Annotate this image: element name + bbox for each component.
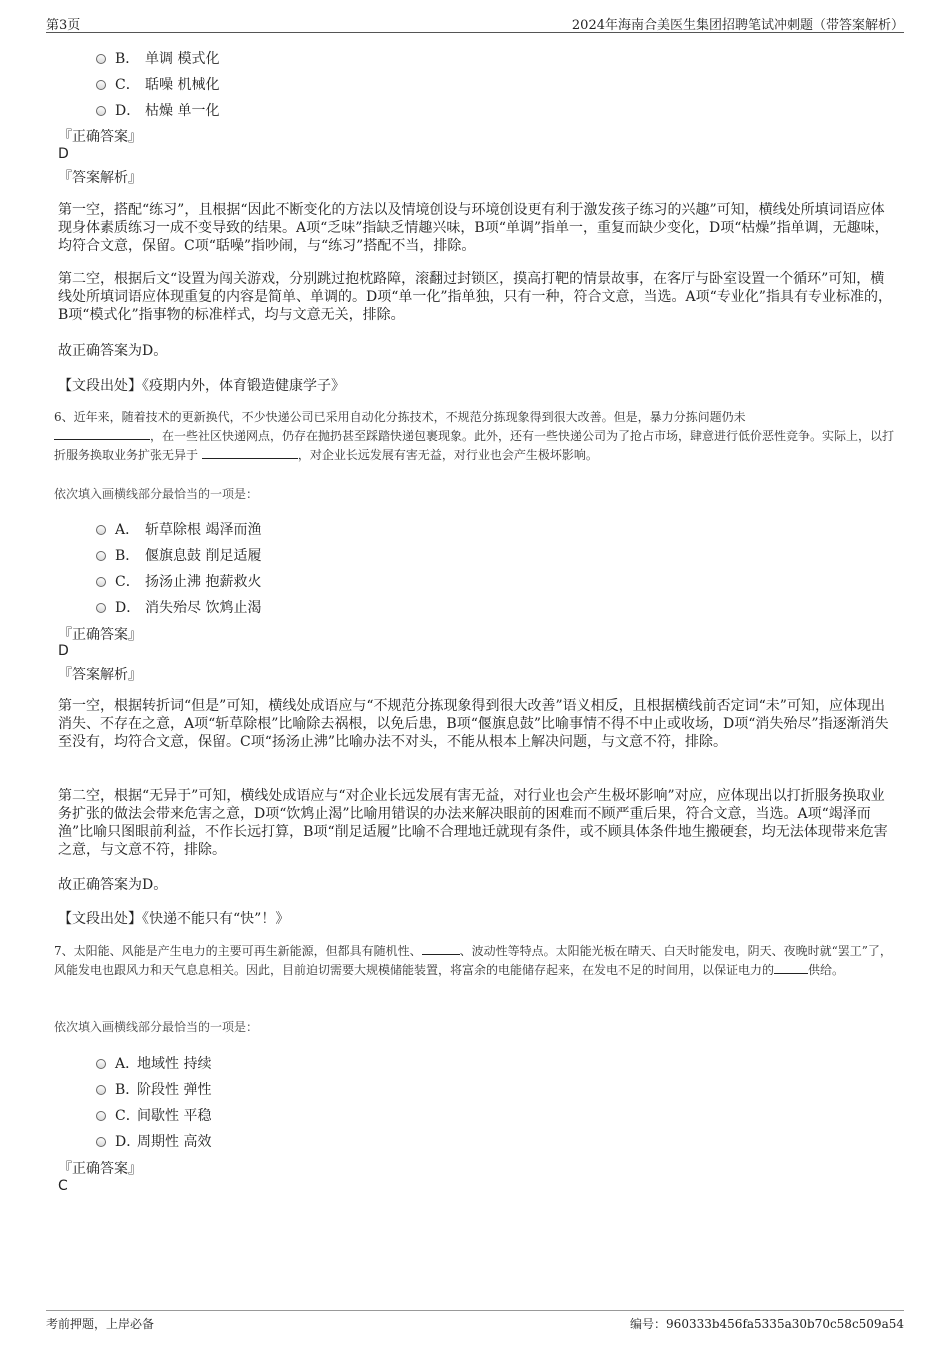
fill-blank xyxy=(774,961,808,974)
analysis-label: 『答案解析』 xyxy=(58,667,142,683)
answer-value: D xyxy=(58,146,69,162)
q7-option-c[interactable]: C．间歇性 平稳 xyxy=(96,1105,211,1125)
analysis-label: 『答案解析』 xyxy=(58,170,142,186)
radio-icon[interactable] xyxy=(96,525,106,535)
answer-label: 『正确答案』 xyxy=(58,1161,142,1177)
q6-option-b[interactable]: B． 偃旗息鼓 削足适履 xyxy=(96,545,261,565)
page-footer xyxy=(46,1310,904,1339)
q5-option-b[interactable]: B． 单调 模式化 xyxy=(96,48,219,68)
analysis-paragraph: 第二空，根据后文“设置为闯关游戏，分别跳过抱枕路障，滚翻过封锁区，摸高打靶的情景故事，在客厅与卧室设置一个循环”可知，横线处所填词语应体现重复的内容是简单、单调的。D项“单一化”指单独，只有一种，符合文意，当选。A项“专业化”指具有专业标准的，B项“模式化”指事物的标准样式，均与文意无关，排除。 xyxy=(58,271,892,323)
radio-icon[interactable] xyxy=(96,54,106,64)
page-number: 第3页 xyxy=(46,18,81,33)
radio-icon[interactable] xyxy=(96,1085,106,1095)
fill-blank xyxy=(202,446,298,459)
q7-option-a[interactable]: A．地域性 持续 xyxy=(96,1053,211,1073)
radio-icon[interactable] xyxy=(96,603,106,613)
fill-blank xyxy=(422,942,460,955)
q5-option-c[interactable]: C． 聒噪 机械化 xyxy=(96,74,219,94)
radio-icon[interactable] xyxy=(96,577,106,587)
q6-option-a[interactable]: A． 斩草除根 竭泽而渔 xyxy=(96,519,261,539)
source-citation: 【文段出处】《疫期内外，体育锻造健康学子》 xyxy=(58,378,345,394)
q7-option-d[interactable]: D．周期性 高效 xyxy=(96,1131,211,1151)
analysis-paragraph: 第二空，根据“无异于”可知，横线处成语应与“对企业长远发展有害无益，对行业也会产生极坏影响”对应，应体现出以打折服务换取业务扩张的做法会带来危害之意，D项“饮鸩止渴”比喻用错误的办法来解决眼前的困难而不顾严重后果，符合文意，当选。A项“竭泽而渔”比喻只图眼前利益，不作长远打算，B项“削足适履”比喻不合理地迁就现有条件，或不顾具体条件地生搬硬套，均无法体现带来危害之意，与文意不符，排除。 xyxy=(58,788,888,858)
radio-icon[interactable] xyxy=(96,551,106,561)
q6-option-d[interactable]: D． 消失殆尽 饮鸩止渴 xyxy=(96,597,261,617)
radio-icon[interactable] xyxy=(96,106,106,116)
radio-icon[interactable] xyxy=(96,1059,106,1069)
answer-label: 『正确答案』 xyxy=(58,129,142,145)
analysis-paragraph: 第一空，根据转折词“但是”可知，横线处成语应与“不规范分拣现象得到很大改善”语义相反，且根据横线前否定词“未”可知，应体现出消失、不存在之意，A项“斩草除根”比喻除去祸根，以免后患，B项“偃旗息鼓”比喻事情不得不中止或收场，D项“消失殆尽”指逐渐消失至没有，均符合文意，保留。C项“扬汤止沸”比喻办法不对头，不能从根本上解决问题，与文意不符，排除。 xyxy=(58,698,889,750)
radio-icon[interactable] xyxy=(96,80,106,90)
radio-icon[interactable] xyxy=(96,1111,106,1121)
answer-label: 『正确答案』 xyxy=(58,627,142,643)
q7-option-b[interactable]: B．阶段性 弹性 xyxy=(96,1079,211,1099)
q5-option-d[interactable]: D． 枯燥 单一化 xyxy=(96,100,219,120)
footer-slogan: 考前押题，上岸必备 xyxy=(46,1317,155,1331)
question-stem: 7、太阳能、风能是产生电力的主要可再生新能源，但都具有随机性、 、波动性等特点。太阳能光板在晴天、白天时能发电，阴天、夜晚时就“罢工”了，风能发电也跟风力和天气息息相关。因此，目前迫切需要大规模储能装置，将富余的电能储存起来，在发电不足的时间用，以保证电力的 供给。 xyxy=(54,944,892,977)
question-stem: 6、近年来，随着技术的更新换代，不少快递公司已采用自动化分拣技术，不规范分拣现象得到很大改善。但是，暴力分拣问题仍未 ，在一些社区快递网点，仍存在抛扔甚至踩踏快递包裹现象。此外，还有一些快递公司为了抢占市场，肆意进行低价恶性竞争。实际上，以打折服务换取业务扩张无异于 ，对企业长远发展有害无益，对行业也会产生极坏影响。 xyxy=(54,410,895,462)
analysis-paragraph: 第一空，搭配“练习”，且根据“因此不断变化的方法以及情境创设与环境创设更有利于激发孩子练习的兴趣”可知，横线处所填词语应体现身体素质练习一成不变导致的结果。A项“乏味”指缺乏情趣兴味，B项“单调”指单一，重复而缺少变化，D项“枯燥”指单调，无趣味，均符合文意，保留。C项“聒噪”指吵闹，与“练习”搭配不当，排除。 xyxy=(58,202,889,254)
analysis-conclusion: 故正确答案为D。 xyxy=(58,877,168,893)
source-citation: 【文段出处】《快递不能只有“快”！》 xyxy=(58,911,290,927)
q6-option-c[interactable]: C． 扬汤止沸 抱薪救火 xyxy=(96,571,261,591)
fill-blank xyxy=(54,427,150,440)
question-instruction: 依次填入画横线部分最恰当的一项是： xyxy=(54,487,259,501)
analysis-conclusion: 故正确答案为D。 xyxy=(58,343,168,359)
question-instruction: 依次填入画横线部分最恰当的一项是： xyxy=(54,1020,259,1034)
radio-icon[interactable] xyxy=(96,1137,106,1147)
document-id: 编号：960333b456fa5335a30b70c58c509a54 xyxy=(630,1317,904,1331)
answer-value: C xyxy=(58,1178,68,1194)
page-header xyxy=(46,10,904,33)
document-title: 2024年海南合美医生集团招聘笔试冲刺题（带答案解析） xyxy=(571,18,904,33)
answer-value: D xyxy=(58,643,69,659)
